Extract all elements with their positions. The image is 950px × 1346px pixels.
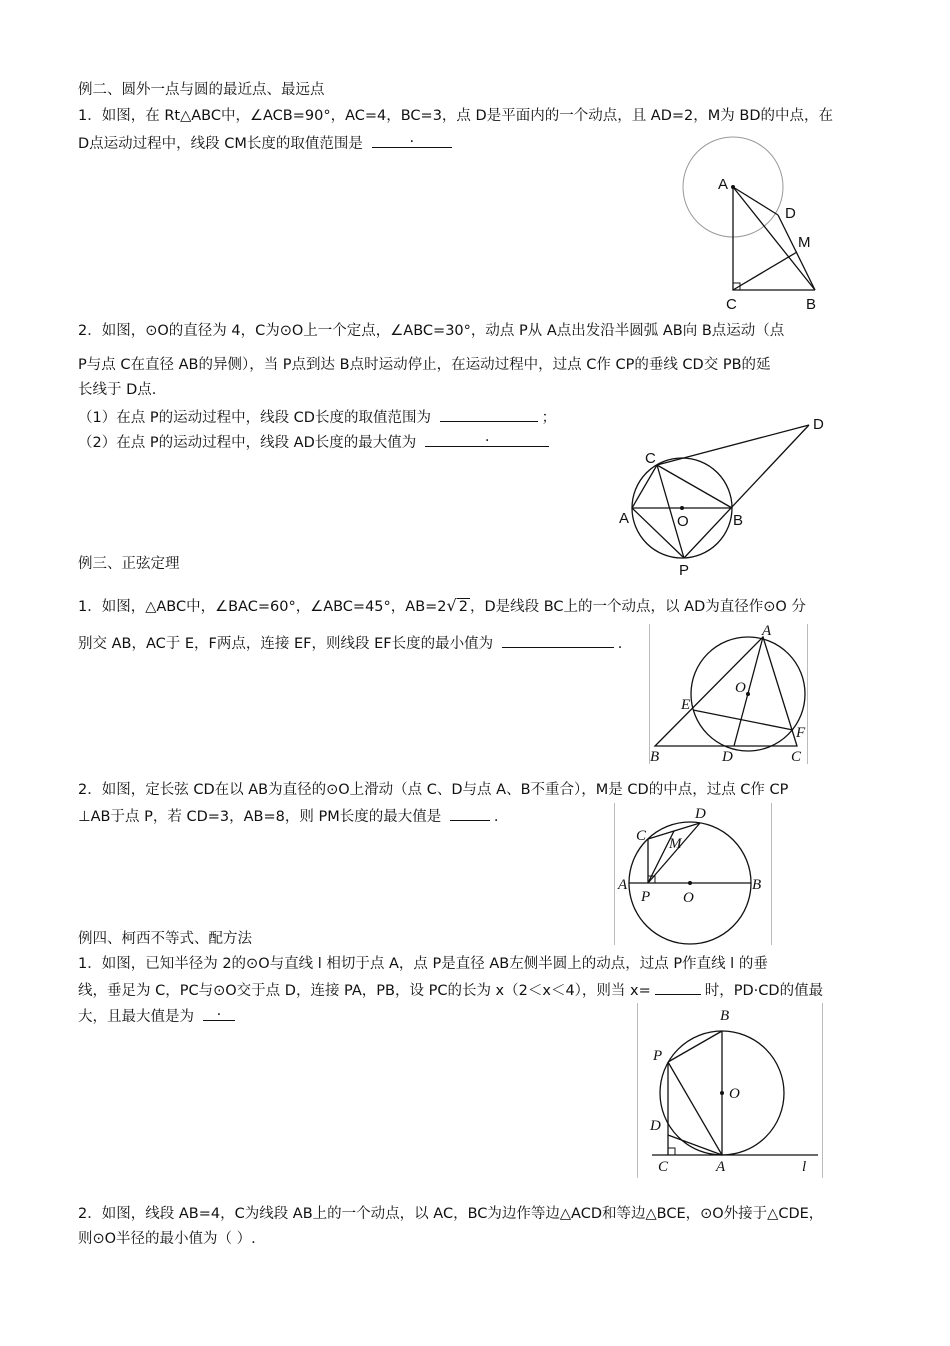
answer-blank[interactable] <box>502 633 614 648</box>
sqrt-sign: √ <box>446 596 457 615</box>
fig4-label-D: D <box>695 806 706 822</box>
ex2-heading: 例二、圆外一点与圆的最近点、最远点 <box>78 82 325 98</box>
ex4-q1-line1: 1．如图，已知半径为 2的⊙O与直线 l 相切于点 A，点 P是直径 AB左侧半圆上的动点，过点 P作直线 l 的垂 <box>78 956 768 972</box>
ex4-q1-line2 <box>78 980 823 1000</box>
fig1-label-B: B <box>806 296 817 313</box>
fig5-label-O: O <box>729 1086 740 1102</box>
ex4-q2-line2: 则⊙O半径的最小值为（ ）. <box>78 1231 256 1247</box>
ex3-q1-suffix: . <box>617 636 623 652</box>
fig4-label-B: B <box>752 877 762 893</box>
ex2-q2-sub1-text: （1）在点 P的运动过程中，线段 CD长度的取值范围为 <box>78 410 431 426</box>
fig2-label-A: A <box>619 510 630 527</box>
ex2-q2-sub2 <box>78 428 553 452</box>
fig3-label-O: O <box>735 680 746 696</box>
ex3-q1-line2 <box>78 633 622 653</box>
fig1-label-D: D <box>785 205 796 222</box>
ex2-q1-line2 <box>78 129 456 153</box>
ex3-q2-line1: 2．如图，定长弦 CD在以 AB为直径的⊙O上滑动（点 C、D与点 A、B不重合），M是 CD的中点，过点 C作 CP <box>78 782 789 798</box>
fig2-label-C: C <box>645 450 656 467</box>
ex4-q2-line1: 2．如图，线段 AB=4，C为线段 AB上的一个动点，以 AC，BC为边作等边△ACD和等边△BCE，⊙O外接于△CDE， <box>78 1206 824 1222</box>
fig2-label-D: D <box>813 416 824 433</box>
fig4-label-M: M <box>669 836 682 852</box>
fig5-label-B: B <box>720 1008 730 1024</box>
figure-1 <box>680 135 840 315</box>
ex3-q1-text-b: ，D是线段 BC上的一个动点，以 AD为直径作⊙O 分 <box>469 599 806 615</box>
fig3-label-C: C <box>791 749 802 764</box>
blank-dot: . <box>216 1002 222 1019</box>
ex3-q2-line2 <box>78 806 498 826</box>
fig2-label-O: O <box>677 513 689 530</box>
ex4-q1-text-b: 时，PD·CD的值最 <box>704 983 824 999</box>
fig4-label-P: P <box>641 889 651 905</box>
fig1-label-A: A <box>718 176 729 193</box>
fig5-label-l: l <box>802 1159 807 1175</box>
fig4-label-C: C <box>636 828 647 844</box>
ex2-q2-line3: 长线于 D点. <box>78 382 157 398</box>
figure-4 <box>615 803 771 945</box>
ex3-q1-text-a: 1．如图，△ABC中，∠BAC=60°，∠ABC=45°，AB=2 <box>78 599 447 615</box>
ex3-heading: 例三、正弦定理 <box>78 556 180 572</box>
fig3-label-B: B <box>650 749 660 764</box>
fig2-label-P: P <box>679 562 690 579</box>
fig5-label-A: A <box>716 1159 726 1175</box>
ex2-q2-line2: P与点 C在直径 AB的异侧），当 P点到达 B点时运动停止，在运动过程中，过点 C作 CP的垂线 CD交 PB的延 <box>78 357 771 373</box>
answer-blank-max[interactable] <box>203 1002 235 1021</box>
fig3-label-E: E <box>681 697 691 713</box>
fig5-label-C: C <box>658 1159 669 1175</box>
sqrt-radicand: 2 <box>458 599 468 615</box>
fig4-label-A: A <box>618 877 628 893</box>
fig3-label-D: D <box>722 749 733 764</box>
ex3-q2-suffix: . <box>493 809 499 825</box>
ex4-q1-line3 <box>78 1002 239 1026</box>
ex4-q1-text-a: 线，垂足为 C，PC与⊙O交于点 D，连接 PA，PB，设 PC的长为 x（2＜x＜4），则当 x= <box>78 983 651 999</box>
figure-5 <box>638 1003 822 1178</box>
ex3-q1-text: 别交 AB，AC于 E，F两点，连接 EF，则线段 EF长度的最小值为 <box>78 636 494 652</box>
fig3-label-F: F <box>796 725 806 741</box>
fig1-label-C: C <box>726 296 737 313</box>
fig3-label-A: A <box>762 624 772 639</box>
figure-2 <box>612 412 837 582</box>
ex4-q1-text-c: 大，且最大值是为 <box>78 1009 194 1025</box>
ex4-heading: 例四、柯西不等式、配方法 <box>78 931 252 947</box>
answer-blank[interactable] <box>425 428 549 447</box>
answer-blank-x[interactable] <box>655 980 701 995</box>
ex2-q1-text: D点运动过程中，线段 CM长度的取值范围是 <box>78 136 363 152</box>
fig5-label-D: D <box>650 1118 661 1134</box>
answer-blank[interactable] <box>372 129 452 148</box>
answer-blank[interactable] <box>440 407 538 422</box>
blank-dot: . <box>484 428 490 445</box>
fig2-label-B: B <box>733 512 744 529</box>
ex2-q1-line1: 1．如图，在 Rt△ABC中，∠ACB=90°，AC=4，BC=3，点 D是平面内的一个动点，且 AD=2，M为 BD的中点，在 <box>78 108 833 124</box>
ex3-q2-text: ⊥AB于点 P，若 CD=3，AB=8，则 PM长度的最大值是 <box>78 809 442 825</box>
fig4-label-O: O <box>683 890 694 906</box>
fig1-label-M: M <box>798 234 811 251</box>
blank-dot: . <box>409 129 415 146</box>
fig5-label-P: P <box>653 1048 663 1064</box>
ex2-q2-sub1-suffix: ； <box>541 410 557 426</box>
ex3-q1-line1 <box>78 596 806 616</box>
ex2-q2-sub2-text: （2）在点 P的运动过程中，线段 AD长度的最大值为 <box>78 435 417 451</box>
ex2-q2-sub1 <box>78 407 556 427</box>
ex2-q2-line1: 2．如图，⊙O的直径为 4，C为⊙O上一个定点，∠ABC=30°，动点 P从 A点出发沿半圆弧 AB向 B点运动（点 <box>78 323 785 339</box>
figure-3 <box>650 624 807 764</box>
answer-blank[interactable] <box>450 806 490 821</box>
